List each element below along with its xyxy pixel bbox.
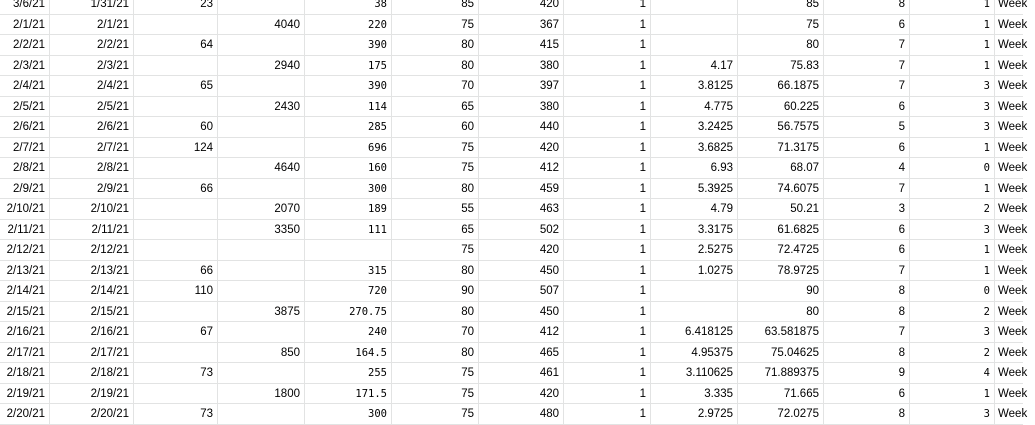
table-cell[interactable]: Week — [998, 305, 1028, 318]
table-cell[interactable]: 80 — [392, 343, 479, 363]
table-cell[interactable]: 61.6825 — [738, 220, 824, 240]
table-cell[interactable]: 3.8125 — [651, 76, 738, 96]
table-cell[interactable]: 2/3/21 — [0, 56, 50, 76]
table-cell[interactable] — [134, 15, 218, 35]
table-cell[interactable]: 367 — [479, 15, 564, 35]
table-cell[interactable]: 415 — [479, 35, 564, 55]
table-cell[interactable]: 5.3925 — [651, 179, 738, 199]
table-cell[interactable]: 1 — [564, 240, 651, 260]
table-cell[interactable]: 8 — [824, 281, 910, 301]
table-cell[interactable]: Week — [998, 264, 1028, 277]
table-cell[interactable]: 397 — [479, 76, 564, 96]
table-cell[interactable]: 7 — [824, 261, 910, 281]
table-cell[interactable]: 160 — [305, 158, 392, 178]
table-row — [0, 158, 1028, 179]
table-cell[interactable]: 1 — [564, 322, 651, 342]
table-cell[interactable]: 2/14/21 — [50, 281, 134, 301]
table-cell[interactable]: 60.225 — [738, 97, 824, 117]
table-cell[interactable]: 78.9725 — [738, 261, 824, 281]
table-cell[interactable]: 220 — [305, 15, 392, 35]
table-cell[interactable]: 1/31/21 — [50, 0, 134, 14]
table-cell[interactable]: 1 — [910, 261, 995, 281]
table-cell[interactable]: 720 — [305, 281, 392, 301]
table-cell[interactable]: 1 — [564, 220, 651, 240]
table-cell[interactable]: 2/19/21 — [0, 384, 50, 404]
table-cell[interactable]: 71.3175 — [738, 138, 824, 158]
table-cell[interactable]: Week — [998, 18, 1028, 31]
table-cell[interactable]: 2/20/21 — [50, 404, 134, 424]
table-row — [0, 302, 1028, 323]
table-cell[interactable]: 7 — [824, 76, 910, 96]
table-cell[interactable]: 60 — [392, 117, 479, 137]
table-cell[interactable] — [218, 363, 305, 383]
table-row — [0, 240, 1028, 261]
table-cell[interactable]: 285 — [305, 117, 392, 137]
table-cell[interactable]: 1 — [910, 56, 995, 76]
table-cell[interactable]: 80 — [392, 56, 479, 76]
table-row — [0, 404, 1028, 425]
table-cell[interactable]: 55 — [392, 199, 479, 219]
table-cell[interactable]: 6 — [824, 240, 910, 260]
table-cell[interactable]: 60 — [134, 117, 218, 137]
table-cell[interactable]: 7 — [824, 322, 910, 342]
table-cell[interactable]: 2/10/21 — [50, 199, 134, 219]
table-cell[interactable]: Week — [998, 182, 1028, 195]
table-cell[interactable]: 8 — [824, 0, 910, 14]
table-cell[interactable]: 75.04625 — [738, 343, 824, 363]
table-cell[interactable]: 2/18/21 — [0, 363, 50, 383]
table-cell[interactable]: Week — [998, 367, 1028, 379]
table-cell[interactable]: 171.5 — [305, 384, 392, 404]
table-cell[interactable]: 75 — [392, 363, 479, 383]
table-cell[interactable] — [218, 76, 305, 96]
table-row — [0, 343, 1028, 364]
table-cell[interactable]: 380 — [479, 97, 564, 117]
table-cell[interactable]: 2/12/21 — [50, 240, 134, 260]
table-cell[interactable]: 1 — [564, 343, 651, 363]
table-cell[interactable]: 2070 — [218, 199, 305, 219]
table-cell[interactable]: Week — [998, 346, 1028, 359]
table-cell[interactable]: 2/14/21 — [0, 281, 50, 301]
table-cell[interactable] — [134, 343, 218, 363]
table-cell[interactable]: 696 — [305, 138, 392, 158]
table-cell[interactable]: 502 — [479, 220, 564, 240]
table-cell[interactable]: Week — [998, 39, 1028, 51]
table-cell[interactable]: 72.4725 — [738, 240, 824, 260]
table-cell[interactable] — [134, 220, 218, 240]
table-cell[interactable]: 75 — [392, 240, 479, 260]
table-cell[interactable]: 390 — [305, 76, 392, 96]
table-cell[interactable]: 75.83 — [738, 56, 824, 76]
table-cell[interactable]: 412 — [479, 158, 564, 178]
table-cell[interactable]: 6 — [824, 15, 910, 35]
table-cell[interactable]: 1 — [564, 35, 651, 55]
table-cell[interactable]: 8 — [824, 404, 910, 424]
table-cell[interactable]: 68.07 — [738, 158, 824, 178]
table-cell[interactable]: Week — [998, 244, 1028, 256]
table-cell[interactable]: 2/19/21 — [50, 384, 134, 404]
table-cell[interactable] — [651, 0, 738, 14]
table-cell[interactable]: 2430 — [218, 97, 305, 117]
table-cell[interactable]: 65 — [392, 220, 479, 240]
table-row — [0, 199, 1028, 220]
table-cell[interactable]: 1 — [564, 363, 651, 383]
table-cell[interactable] — [651, 281, 738, 301]
table-cell[interactable]: 2/5/21 — [50, 97, 134, 117]
table-cell[interactable]: 480 — [479, 404, 564, 424]
table-cell[interactable]: 2/3/21 — [50, 56, 134, 76]
table-cell[interactable]: 4640 — [218, 158, 305, 178]
table-cell[interactable]: 2 — [910, 199, 995, 219]
table-cell[interactable]: 2/15/21 — [0, 302, 50, 322]
table-cell[interactable]: 90 — [392, 281, 479, 301]
table-cell[interactable]: 6 — [824, 220, 910, 240]
table-cell[interactable]: 1 — [910, 179, 995, 199]
table-cell[interactable]: 73 — [134, 404, 218, 424]
table-cell[interactable]: 2/1/21 — [0, 15, 50, 35]
table-cell[interactable]: 110 — [134, 281, 218, 301]
table-cell[interactable]: 3/6/21 — [0, 0, 50, 14]
table-row — [0, 384, 1028, 405]
table-cell[interactable]: 74.6075 — [738, 179, 824, 199]
table-cell[interactable]: 2/17/21 — [0, 343, 50, 363]
table-cell[interactable]: 461 — [479, 363, 564, 383]
table-cell[interactable]: 80 — [392, 35, 479, 55]
table-cell[interactable]: 67 — [134, 322, 218, 342]
table-cell[interactable]: 8 — [824, 343, 910, 363]
table-cell[interactable]: 3 — [910, 97, 995, 117]
table-cell[interactable]: 2/9/21 — [0, 179, 50, 199]
table-cell[interactable]: 1 — [564, 76, 651, 96]
table-cell[interactable] — [218, 0, 305, 14]
table-cell[interactable]: 85 — [392, 0, 479, 14]
table-cell[interactable]: 6 — [824, 138, 910, 158]
table-cell[interactable]: 1 — [910, 15, 995, 35]
table-cell[interactable]: 2/10/21 — [0, 199, 50, 219]
table-row — [0, 35, 1028, 56]
table-cell[interactable]: 2/18/21 — [50, 363, 134, 383]
table-cell[interactable]: 2/5/21 — [0, 97, 50, 117]
table-row — [0, 15, 1028, 36]
table-cell[interactable] — [218, 138, 305, 158]
table-cell[interactable]: 2.5275 — [651, 240, 738, 260]
table-row — [0, 281, 1028, 302]
table-cell[interactable]: 1 — [564, 158, 651, 178]
table-cell[interactable]: 2/2/21 — [50, 35, 134, 55]
table-cell[interactable]: 75 — [392, 15, 479, 35]
table-cell[interactable]: 0 — [910, 158, 995, 178]
table-cell[interactable]: 1 — [564, 404, 651, 424]
table-cell[interactable]: 1 — [564, 117, 651, 137]
table-cell[interactable]: 4.17 — [651, 56, 738, 76]
table-cell[interactable]: 1 — [910, 384, 995, 404]
table-cell[interactable]: 189 — [305, 199, 392, 219]
table-cell[interactable]: 2/7/21 — [50, 138, 134, 158]
table-cell[interactable] — [134, 97, 218, 117]
table-cell[interactable]: 2/16/21 — [50, 322, 134, 342]
table-cell[interactable] — [651, 302, 738, 322]
table-cell[interactable]: Week — [998, 59, 1028, 72]
table-cell[interactable]: 73 — [134, 363, 218, 383]
table-cell[interactable]: 80 — [738, 302, 824, 322]
table-cell[interactable]: 300 — [305, 404, 392, 424]
table-cell[interactable]: 111 — [305, 220, 392, 240]
table-cell[interactable]: 4.775 — [651, 97, 738, 117]
table-cell[interactable] — [134, 384, 218, 404]
table-cell[interactable]: 80 — [738, 35, 824, 55]
table-cell[interactable]: 6.418125 — [651, 322, 738, 342]
table-cell[interactable]: Week — [998, 80, 1028, 92]
table-cell[interactable]: 850 — [218, 343, 305, 363]
table-cell[interactable]: 71.665 — [738, 384, 824, 404]
table-cell[interactable]: 66 — [134, 261, 218, 281]
table-cell[interactable]: 1800 — [218, 384, 305, 404]
table-cell[interactable]: 8 — [824, 302, 910, 322]
table-cell[interactable]: 6 — [824, 97, 910, 117]
table-cell[interactable]: 23 — [134, 0, 218, 14]
table-cell[interactable]: Week — [998, 162, 1028, 174]
table-cell[interactable]: 65 — [134, 76, 218, 96]
table-cell[interactable]: 7 — [824, 56, 910, 76]
table-cell[interactable]: Week — [998, 0, 1028, 10]
table-cell[interactable]: 3 — [910, 220, 995, 240]
table-cell[interactable]: 420 — [479, 240, 564, 260]
table-cell[interactable]: 3.6825 — [651, 138, 738, 158]
table-cell[interactable]: 2/8/21 — [0, 158, 50, 178]
table-cell[interactable]: 1 — [564, 281, 651, 301]
table-cell[interactable] — [134, 56, 218, 76]
table-cell[interactable] — [218, 322, 305, 342]
table-cell[interactable] — [218, 261, 305, 281]
table-cell[interactable]: 2/17/21 — [50, 343, 134, 363]
table-cell[interactable]: 114 — [305, 97, 392, 117]
table-cell[interactable]: 65 — [392, 97, 479, 117]
table-cell[interactable]: 1 — [564, 384, 651, 404]
table-cell[interactable]: 66.1875 — [738, 76, 824, 96]
table-cell[interactable]: 2/6/21 — [0, 117, 50, 137]
table-cell[interactable]: 6 — [824, 384, 910, 404]
table-cell[interactable]: 66 — [134, 179, 218, 199]
table-cell[interactable]: Week — [998, 100, 1028, 113]
table-cell[interactable]: 2 — [910, 302, 995, 322]
table-cell[interactable]: 64 — [134, 35, 218, 55]
table-cell[interactable]: 1.0275 — [651, 261, 738, 281]
table-row — [0, 261, 1028, 282]
table-cell[interactable]: 2/11/21 — [0, 220, 50, 240]
table-cell[interactable]: 459 — [479, 179, 564, 199]
table-cell[interactable]: Week — [998, 223, 1028, 236]
table-cell[interactable]: 2/4/21 — [0, 76, 50, 96]
table-cell[interactable] — [218, 117, 305, 137]
table-cell[interactable] — [218, 404, 305, 424]
table-cell[interactable]: 50.21 — [738, 199, 824, 219]
table-cell[interactable]: 315 — [305, 261, 392, 281]
table-cell[interactable]: 2 — [910, 343, 995, 363]
table-cell[interactable]: 0 — [910, 281, 995, 301]
table-cell[interactable]: 420 — [479, 138, 564, 158]
table-cell[interactable]: 450 — [479, 261, 564, 281]
table-cell[interactable]: Week — [998, 203, 1028, 215]
table-cell[interactable]: 255 — [305, 363, 392, 383]
table-cell[interactable]: 71.889375 — [738, 363, 824, 383]
table-cell[interactable]: 2/4/21 — [50, 76, 134, 96]
table-cell[interactable]: 2/9/21 — [50, 179, 134, 199]
table-cell[interactable]: 90 — [738, 281, 824, 301]
table-cell[interactable]: 3350 — [218, 220, 305, 240]
table-cell[interactable]: 463 — [479, 199, 564, 219]
table-cell[interactable]: 1 — [564, 15, 651, 35]
table-cell[interactable] — [218, 35, 305, 55]
table-cell[interactable]: 3.3175 — [651, 220, 738, 240]
table-cell[interactable] — [134, 199, 218, 219]
table-row — [0, 363, 1028, 384]
table-cell[interactable]: Week — [998, 141, 1028, 154]
table-cell[interactable]: 1 — [910, 240, 995, 260]
table-cell[interactable]: 3.2425 — [651, 117, 738, 137]
table-cell[interactable]: 80 — [392, 179, 479, 199]
table-cell[interactable]: 1 — [910, 35, 995, 55]
table-cell[interactable]: Week — [998, 285, 1028, 297]
table-cell[interactable]: 507 — [479, 281, 564, 301]
table-cell[interactable]: 3.335 — [651, 384, 738, 404]
table-cell[interactable]: 2/15/21 — [50, 302, 134, 322]
table-cell[interactable] — [305, 240, 392, 260]
table-cell[interactable]: 440 — [479, 117, 564, 137]
table-cell[interactable]: 63.581875 — [738, 322, 824, 342]
table-cell[interactable]: 2/13/21 — [0, 261, 50, 281]
table-cell[interactable]: Week — [998, 387, 1028, 400]
table-cell[interactable]: 2/8/21 — [50, 158, 134, 178]
table-cell[interactable] — [218, 281, 305, 301]
table-row — [0, 179, 1028, 200]
table-cell[interactable]: 4 — [824, 158, 910, 178]
table-cell[interactable] — [218, 240, 305, 260]
table-cell[interactable]: 175 — [305, 56, 392, 76]
table-cell[interactable]: 465 — [479, 343, 564, 363]
table-cell[interactable]: 75 — [392, 384, 479, 404]
table-cell[interactable]: 2.9725 — [651, 404, 738, 424]
table-cell[interactable]: 3 — [910, 322, 995, 342]
table-cell[interactable]: 72.0275 — [738, 404, 824, 424]
table-cell[interactable] — [134, 302, 218, 322]
table-cell[interactable]: 70 — [392, 76, 479, 96]
table-cell[interactable]: 1 — [564, 56, 651, 76]
table-cell[interactable]: 75 — [392, 404, 479, 424]
table-cell[interactable]: 164.5 — [305, 343, 392, 363]
table-cell[interactable]: 7 — [824, 179, 910, 199]
table-row — [0, 220, 1028, 241]
table-cell[interactable]: 2/2/21 — [0, 35, 50, 55]
table-cell[interactable]: 75 — [392, 158, 479, 178]
table-cell[interactable]: 2/16/21 — [0, 322, 50, 342]
table-cell[interactable] — [134, 240, 218, 260]
table-cell[interactable]: 2940 — [218, 56, 305, 76]
table-cell[interactable]: 2/1/21 — [50, 15, 134, 35]
table-cell[interactable]: 80 — [392, 302, 479, 322]
table-cell[interactable]: 2/12/21 — [0, 240, 50, 260]
table-cell[interactable]: 124 — [134, 138, 218, 158]
table-cell[interactable]: 3 — [910, 404, 995, 424]
table-cell[interactable]: 38 — [305, 0, 392, 14]
table-cell[interactable] — [651, 15, 738, 35]
table-cell[interactable]: 240 — [305, 322, 392, 342]
table-cell[interactable]: 3875 — [218, 302, 305, 322]
table-cell[interactable]: 1 — [564, 261, 651, 281]
table-cell[interactable]: 2/20/21 — [0, 404, 50, 424]
table-cell[interactable]: 4 — [910, 363, 995, 383]
table-cell[interactable]: 1 — [564, 302, 651, 322]
table-cell[interactable]: Week — [998, 326, 1028, 338]
table-cell[interactable]: 3 — [910, 117, 995, 137]
table-row — [0, 76, 1028, 97]
table-cell[interactable]: 4040 — [218, 15, 305, 35]
table-cell[interactable]: 1 — [564, 179, 651, 199]
table-cell[interactable]: Week — [998, 408, 1028, 420]
table-cell[interactable]: 7 — [824, 35, 910, 55]
table-cell[interactable]: 70 — [392, 322, 479, 342]
table-cell[interactable]: 80 — [392, 261, 479, 281]
table-cell[interactable]: 9 — [824, 363, 910, 383]
table-cell[interactable]: 2/7/21 — [0, 138, 50, 158]
table-cell[interactable] — [134, 158, 218, 178]
table-cell[interactable]: 75 — [738, 15, 824, 35]
table-cell[interactable]: 75 — [392, 138, 479, 158]
table-cell[interactable]: 1 — [564, 0, 651, 14]
table-row — [0, 322, 1028, 343]
table-cell[interactable]: 4.79 — [651, 199, 738, 219]
table-cell[interactable]: 85 — [738, 0, 824, 14]
table-cell[interactable] — [651, 35, 738, 55]
table-cell[interactable]: 2/13/21 — [50, 261, 134, 281]
table-cell[interactable]: 3 — [824, 199, 910, 219]
table-cell[interactable]: 300 — [305, 179, 392, 199]
table-cell[interactable]: 1 — [564, 199, 651, 219]
table-row — [0, 138, 1028, 159]
table-cell[interactable]: 2/11/21 — [50, 220, 134, 240]
table-cell[interactable]: 2/6/21 — [50, 117, 134, 137]
table-row — [0, 0, 1028, 15]
table-cell[interactable]: 3.110625 — [651, 363, 738, 383]
table-cell[interactable]: 3 — [910, 76, 995, 96]
table-cell[interactable] — [218, 179, 305, 199]
table-cell[interactable]: Week — [998, 121, 1028, 133]
table-cell[interactable]: 6.93 — [651, 158, 738, 178]
table-row — [0, 117, 1028, 138]
table-cell[interactable]: 450 — [479, 302, 564, 322]
table-cell[interactable]: 56.7575 — [738, 117, 824, 137]
table-cell[interactable]: 1 — [910, 0, 995, 14]
table-cell[interactable]: 1 — [564, 138, 651, 158]
table-cell[interactable]: 420 — [479, 0, 564, 14]
table-cell[interactable]: 4.95375 — [651, 343, 738, 363]
table-row — [0, 97, 1028, 118]
table-cell[interactable]: 380 — [479, 56, 564, 76]
table-row — [0, 56, 1028, 77]
table-cell[interactable]: 1 — [910, 138, 995, 158]
table-cell[interactable]: 270.75 — [305, 302, 392, 322]
table-cell[interactable]: 390 — [305, 35, 392, 55]
table-cell[interactable]: 5 — [824, 117, 910, 137]
table-cell[interactable]: 420 — [479, 384, 564, 404]
table-cell[interactable]: 1 — [564, 97, 651, 117]
table-cell[interactable]: 412 — [479, 322, 564, 342]
